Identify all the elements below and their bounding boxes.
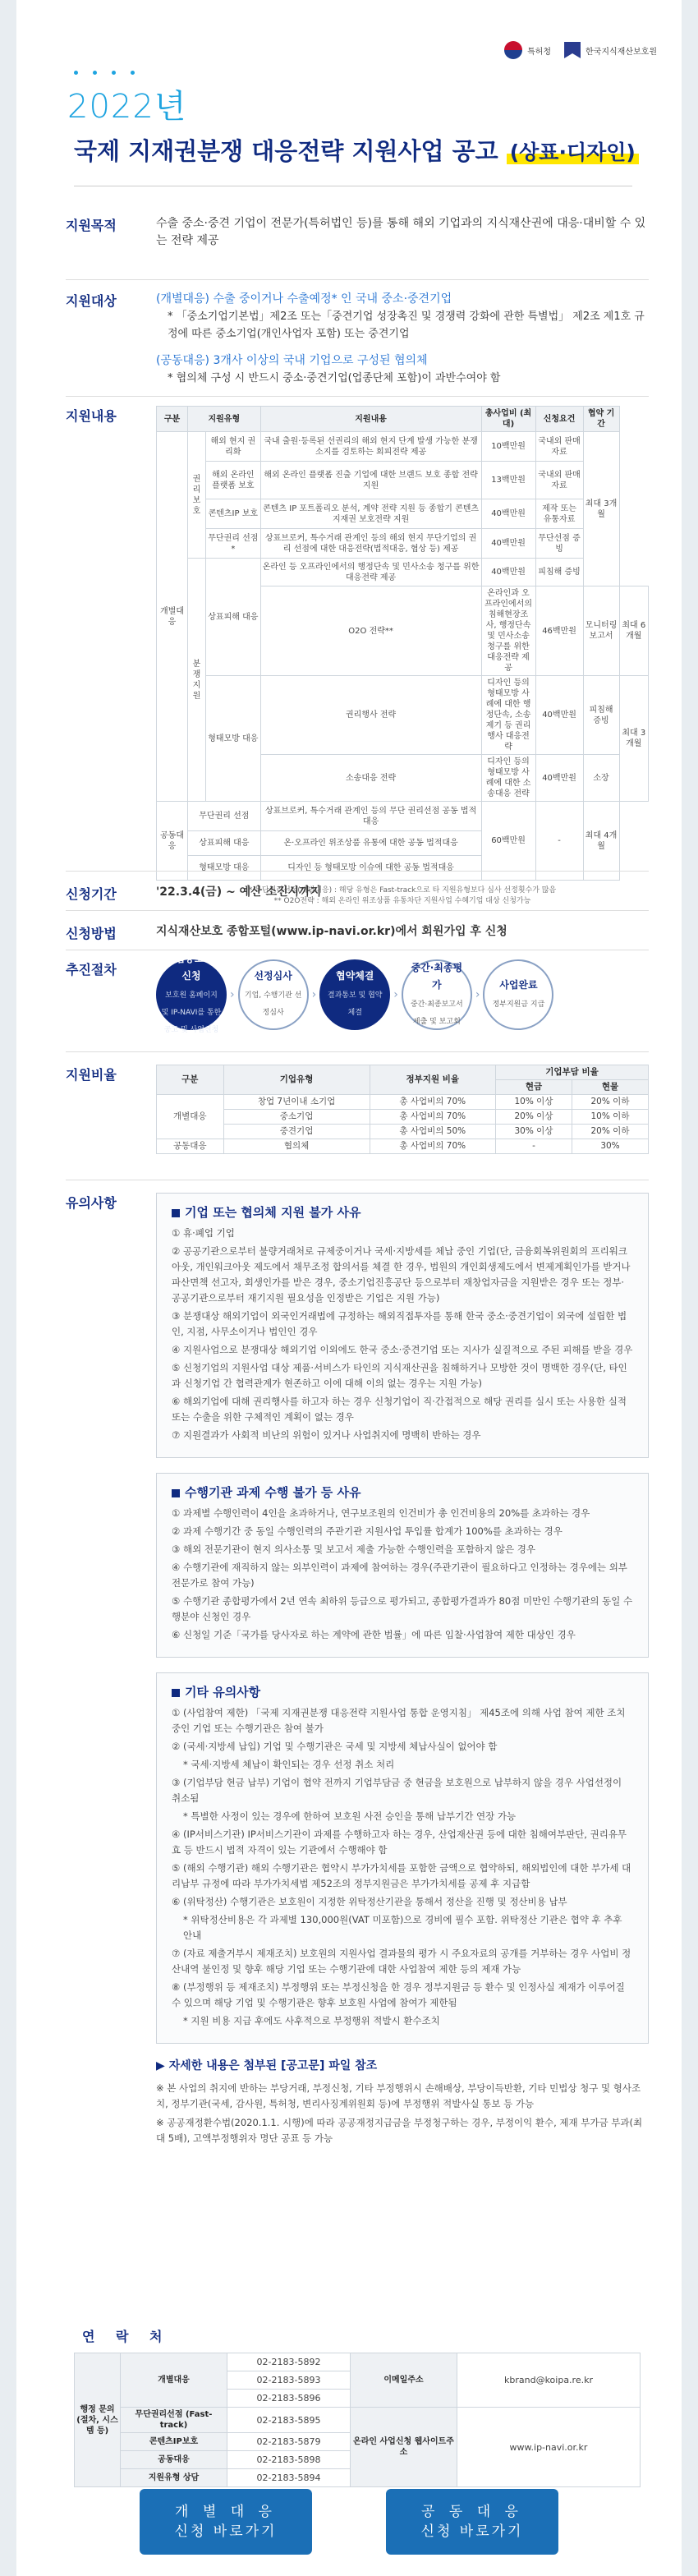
col-header: 기업유형 <box>223 1065 370 1095</box>
target-individual-note: * 「중소기업기본법」제2조 또는「중견기업 성장촉진 및 경쟁력 강화에 관한 특별법」 제2조 제1호 규정에 따른 중소기업(개인사업자 포함) 또는 중견기업 <box>168 310 645 340</box>
table-cell: 상표피해 대응 <box>188 831 261 856</box>
reference-title: ▶ 자세한 내용은 첨부된 [공고문] 파일 참조 <box>156 2059 378 2072</box>
box-title: 기업 또는 협의체 지원 불가 사유 <box>185 1205 361 1220</box>
button-line: 신청 바로가기 <box>174 2523 278 2540</box>
list-item: ① 휴·폐업 기업 <box>172 1227 235 1239</box>
phone-number: 02-2183-5879 <box>227 2433 351 2451</box>
table-cell: 20% 이상 <box>495 1110 572 1125</box>
period-text: '22.3.4(금) ~ 예산 소진시까지 <box>156 886 322 899</box>
kipo-name: 특허청 <box>527 47 552 57</box>
reference-item: ※ 본 사업의 취지에 반하는 부당거래, 부정신청, 기타 부정행위시 손해배상, 부당이득반환, 기타 민법상 청구 및 형사조치, 정부기관(국세, 감사원, 특허청, 변리사징계위원회 등)에 부정행위 적발사실 통보 등 가능 <box>156 2082 641 2109</box>
col-header: 지원내용 <box>260 407 481 432</box>
table-cell: 무단선점 증빙 <box>535 529 583 559</box>
table-cell: 20% 이하 <box>572 1095 648 1110</box>
col-header: 구분 <box>157 407 188 432</box>
email-value[interactable]: kbrand@koipa.re.kr <box>457 2353 641 2408</box>
table-cell: - <box>495 1139 572 1154</box>
col-header: 현금 <box>495 1080 572 1095</box>
col-header: 총사업비 (최대) <box>481 407 535 432</box>
table-cell: 디자인 등 형태모방 이슈에 대한 공동 법적대응 <box>260 856 481 881</box>
table-cell: 상표피해 대응 <box>206 559 261 676</box>
step-desc: 결과통보 및 협약 체결 <box>327 991 383 1017</box>
table-cell: 모니터링 보고서 <box>583 586 619 676</box>
table-cell: 형태모방 대응 <box>188 856 261 881</box>
step-desc: 보호원 홈페이지 및 IP-NAVI를 통한 공고 및 사업신청 <box>161 991 222 1034</box>
table-cell: 무단권리 선점* <box>206 529 261 559</box>
koipa-logo <box>564 42 657 58</box>
step-desc: 기업, 수행기관 선정심사 <box>244 991 302 1017</box>
list-item: ⑤ 수행기관 종합평가에서 2년 연속 최하위 등급으로 평가되고, 종합평가결과가 80점 미만인 수행기관의 동일 수행분야 신청인 경우 <box>172 1595 633 1622</box>
table-cell: 개별대응 <box>157 432 188 802</box>
list-item: ⑤ 신청기업의 지원사업 대상 제품·서비스가 타인의 지식재산권을 침해하거나 모방한 것이 명백한 경우(단, 타인과 신청기업 간 협력관계가 현존하고 이에 대해 이의 없는 경우는 지원 가능) <box>172 1362 627 1389</box>
process-step <box>483 959 553 1030</box>
table-cell: 10백만원 <box>481 432 535 462</box>
target-individual: (개별대응) 수출 중이거나 수출예정* 인 국내 중소·중견기업 <box>156 292 452 306</box>
notice-content <box>156 1193 649 2146</box>
col-header: 구분 <box>157 1065 224 1095</box>
content-footnote-2: ** O2O전략 : 해외 온라인 위조상품 유통차단 지원사업 수혜기업 대상 신청가능 <box>273 897 531 905</box>
divider <box>66 396 649 397</box>
table-cell: 13백만원 <box>481 462 535 499</box>
table-cell: 10% 이하 <box>572 1110 648 1125</box>
list-item: ④ 수행기관에 재직하지 않는 외부인력이 과제에 참여하는 경우(주관기관이 필요하다고 인정하는 경우에는 외부전문가로 참여 가능) <box>172 1562 627 1589</box>
step-desc: 정부지원금 지급 <box>492 1000 545 1009</box>
list-item: * 위탁정산비용은 각 과제별 130,000원(VAT 미포함)으로 경비에 필수 포함. 위탁정산 기관은 협약 후 추후 안내 <box>183 1914 622 1941</box>
table-cell: 피침해 증빙 <box>583 676 619 755</box>
divider <box>66 871 649 872</box>
table-cell: 협의체 <box>223 1139 370 1154</box>
contact-group: 지원유형 상담 <box>121 2469 227 2487</box>
purpose-label: 지원목적 <box>66 218 117 233</box>
step-title: 선정심사 <box>254 970 292 982</box>
table-cell: 총 사업비의 70% <box>370 1095 495 1110</box>
phone-number: 02-2183-5895 <box>227 2408 351 2433</box>
contacts-side-label: 행정 문의 (절차, 시스템 등) <box>75 2353 121 2487</box>
content-footnote-1: * 무단권리선점(개별대응) : 해당 유형은 Fast-track으로 타 지원유형보다 심사 선정횟수가 많음 <box>248 886 557 895</box>
table-cell: 소송대응 전략 <box>260 755 481 802</box>
table-cell: 권리행사 전략 <box>260 676 481 755</box>
table-cell: 상표브로커, 특수거래 관계인 등의 무단 권리선점 공동 법적대응 <box>260 802 481 831</box>
page-title <box>74 133 639 167</box>
table-cell: 공동대응 <box>157 802 188 881</box>
table-cell: 중소기업 <box>223 1110 370 1125</box>
list-item: ⑤ (해외 수행기관) 해외 수행기관은 협약시 부가가치세를 포함한 금액으로 협약하되, 해외법인에 대한 부가세 대리납부 규정에 따라 부가가치세법 제52조의 정부지원금은 부가가치세를 공제 후 지급함 <box>172 1862 631 1889</box>
table-cell: 공동대응 <box>157 1139 224 1154</box>
ratio-table <box>156 1065 649 1154</box>
method-label: 신청방법 <box>66 926 117 941</box>
bullet-square-icon <box>172 1689 180 1697</box>
col-header: 정부지원 비율 <box>370 1065 495 1095</box>
ratio-label: 지원비율 <box>66 1067 117 1083</box>
reference-note <box>156 2058 649 2146</box>
decor-dots <box>74 71 135 75</box>
contacts-section <box>74 2353 641 2487</box>
list-item: ② 공공기관으로부터 불량거래처로 규제중이거나 국세·지방세를 체납 중인 기업(단, 금융회복위원회의 프리워크아웃, 개인워크아웃 제도에서 채무조정 합의서를 체결 한 경우, 법원의 개인회생제도에서 변제계획인가를 받거나 파산면책 선고자, 회생인가를 받은 경우, 중소기업진흥공단 등으로부터 재창업자금을 지원받은 경우 또는 정부·공공기관으로부터 재기지원 필요성을 인정받은 기업은 지원 가능) <box>172 1245 631 1304</box>
arrow-right-icon: › <box>393 987 398 1001</box>
agency-logos <box>504 41 657 59</box>
list-item: * 국세·지방세 체납이 확인되는 경우 선정 취소 처리 <box>183 1759 395 1770</box>
table-cell: 해외 온라인 플랫폼 보호 <box>206 462 261 499</box>
process-step <box>156 953 227 1034</box>
step-title: 중간·최종평가 <box>411 961 463 991</box>
title-badge: (상표·디자인) <box>507 140 639 164</box>
contact-group: 공동대응 <box>121 2451 227 2469</box>
web-label: 온라인 사업신청 웹사이트주소 <box>351 2408 457 2487</box>
support-content-table <box>156 406 649 881</box>
table-cell: 온라인과 오프라인에서의 침해현장조사, 행정단속 및 민사소송 청구를 위한 대응전략 제공 <box>481 586 535 676</box>
process-step <box>238 959 309 1030</box>
table-cell: 최대 6개월 <box>619 586 648 676</box>
col-header: 협약 기간 <box>583 407 619 432</box>
other-notes-box <box>156 1672 649 2044</box>
table-cell: 20% 이하 <box>572 1125 648 1139</box>
table-cell: 총 사업비의 70% <box>370 1139 495 1154</box>
table-cell: 30% <box>572 1139 648 1154</box>
table-cell: 디자인 등의 형태모방 사례에 대한 행정단속, 소송 제기 등 권리행사 대응전략 <box>481 676 535 755</box>
divider <box>66 279 649 280</box>
process-step <box>402 959 472 1030</box>
table-cell: 중견기업 <box>223 1125 370 1139</box>
content-label: 지원내용 <box>66 408 117 424</box>
phone-number: 02-2183-5892 <box>227 2353 351 2371</box>
content-table-wrap <box>156 406 649 907</box>
table-cell: 창업 7년이내 소기업 <box>223 1095 370 1110</box>
col-header: 신청요건 <box>535 407 583 432</box>
list-item: ② (국세·지방세 납입) 기업 및 수행기관은 국세 및 지방세 체납사실이 없어야 함 <box>172 1741 498 1752</box>
list-item: ③ 해외 전문기관이 현지 의사소통 및 보고서 제출 가능한 수행인력을 포함하지 않은 경우 <box>172 1543 535 1555</box>
table-cell: 60백만원 <box>481 802 535 881</box>
target-joint: (공동대응) 3개사 이상의 국내 기업으로 구성된 협의체 <box>156 354 428 367</box>
list-item: ⑥ 신청일 기준「국가를 당사자로 하는 계약에 관한 법률」에 따른 입찰·사업참여 제한 대상인 경우 <box>172 1629 576 1640</box>
contacts-title: 연 락 처 <box>82 2329 171 2344</box>
list-item: ④ 지원사업으로 분쟁대상 해외기업 이외에도 한국 중소·중견기업 또는 지사가 실질적으로 주된 피해를 받을 경우 <box>172 1344 633 1355</box>
list-item: ② 과제 수행기간 중 동일 수행인력의 주관기관 지원사업 투입률 합계가 100%를 초과하는 경우 <box>172 1525 563 1537</box>
list-item: ① (사업참여 제한) 「국제 지재권분쟁 대응전략 지원사업 통합 운영지침」 제45조에 의해 사업 참여 제한 조치중인 기업 또는 수행기관은 참여 불가 <box>172 1707 626 1734</box>
box-title: 수행기관 과제 수행 불가 등 사유 <box>185 1485 361 1500</box>
table-cell: 30% 이상 <box>495 1125 572 1139</box>
ratio-table-wrap <box>156 1065 649 1154</box>
table-cell: 해외 온라인 플랫폼 진출 기업에 대한 브랜드 보호 종합 전략 지원 <box>260 462 481 499</box>
table-cell: 상표브로커, 특수거래 관계인 등의 해외 현지 무단기업의 권리 선점에 대한 대응전략(법적대응, 협상 등) 제공 <box>260 529 481 559</box>
bullet-square-icon <box>172 1209 180 1217</box>
col-header: 지원유형 <box>188 407 261 432</box>
button-line: 신청 바로가기 <box>420 2523 524 2540</box>
web-link[interactable]: www.ip-navi.or.kr <box>457 2408 641 2487</box>
step-title: 협약체결 <box>336 970 374 982</box>
list-item: * 특별한 사정이 있는 경우에 한하여 보호원 사전 승인을 통해 납부기간 연장 가능 <box>183 1810 517 1822</box>
table-cell: 최대 4개월 <box>583 802 619 881</box>
table-cell: O2O 전략** <box>260 586 481 676</box>
koipa-name: 한국지식재산보호원 <box>585 47 657 57</box>
process-flow <box>156 953 649 1034</box>
table-cell: 국내외 판매자료 <box>535 432 583 462</box>
email-label: 이메일주소 <box>351 2353 457 2408</box>
individual-apply-button[interactable] <box>140 2489 312 2555</box>
phone-number: 02-2183-5894 <box>227 2469 351 2487</box>
button-line: 개 별 대 응 <box>175 2504 277 2520</box>
list-item: ③ (기업부담 현금 납부) 기업이 협약 전까지 기업부담금 중 현금을 보호원으로 납부하지 않을 경우 사업선정이 취소됨 <box>172 1777 622 1804</box>
process-step <box>319 959 390 1030</box>
target-joint-note: * 협의체 구성 시 반드시 중소·중견기업(업종단체 포함)이 과반수여야 함 <box>168 372 501 384</box>
phone-number: 02-2183-5898 <box>227 2451 351 2469</box>
divider <box>66 1051 649 1052</box>
table-cell: 총 사업비의 70% <box>370 1110 495 1125</box>
announcement-page <box>16 0 682 2576</box>
table-cell: 40백만원 <box>535 676 583 755</box>
table-cell: 총 사업비의 50% <box>370 1125 495 1139</box>
table-cell: 온·오프라인 위조상품 유통에 대한 공동 법적대응 <box>260 831 481 856</box>
arrow-right-icon: › <box>230 987 235 1001</box>
table-cell: - <box>535 802 583 881</box>
target-content <box>156 291 649 387</box>
list-item: ⑥ 해외기업에 대해 권리행사를 하고자 하는 경우 신청기업이 직·간접적으로 해당 권리를 실시 또는 사용한 실적 또는 수출을 위한 구체적인 계획이 없는 경우 <box>172 1396 627 1423</box>
kipo-emblem-icon <box>504 41 522 59</box>
purpose-text: 수출 중소·중견 기업이 전문가(특허법인 등)를 통해 해외 기업과의 지식재산권에 대응·대비할 수 있는 전략 제공 <box>156 217 646 247</box>
koipa-emblem-icon <box>564 42 581 58</box>
list-item: ① 과제별 수행인력이 4인을 초과하거나, 연구보조원의 인건비가 총 인건비용의 20%를 초과하는 경우 <box>172 1507 590 1519</box>
step-title: 사업완료 <box>499 978 538 991</box>
divider <box>66 910 649 911</box>
table-cell: 피침해 증빙 <box>535 559 583 586</box>
table-cell: 최대 3개월 <box>619 676 648 802</box>
period-label: 신청기간 <box>66 886 117 902</box>
table-cell: 콘텐츠 IP 포트폴리오 분석, 계약 전략 지원 등 종합기 콘텐츠 지재권 보호전략 지원 <box>260 499 481 529</box>
target-label: 지원대상 <box>66 293 117 309</box>
table-cell: 최대 3개월 <box>583 432 619 586</box>
table-cell: 40백만원 <box>481 529 535 559</box>
ineligible-agency-box <box>156 1473 649 1658</box>
table-cell: 46백만원 <box>535 586 583 676</box>
table-cell: 개별대응 <box>157 1095 224 1139</box>
method-text: 지식재산보호 종합포털(www.ip-navi.or.kr)에서 회원가입 후 신청 <box>156 925 507 938</box>
col-header: 기업부담 비율 <box>495 1065 648 1080</box>
year-heading: 2022년 <box>67 88 187 126</box>
box-title: 기타 유의사항 <box>185 1685 261 1700</box>
contact-group: 콘텐츠IP보호 <box>121 2433 227 2451</box>
list-item: ④ (IP서비스기관) IP서비스기관이 과제를 수행하고자 하는 경우, 산업재산권 등에 대한 침해여부판단, 권리유무효 등 반드시 법적 자격이 있는 기관에서 수행해야 함 <box>172 1828 627 1856</box>
table-cell: 10% 이상 <box>495 1095 572 1110</box>
phone-number: 02-2183-5893 <box>227 2371 351 2390</box>
table-cell: 40백만원 <box>481 499 535 529</box>
table-cell: 소장 <box>583 755 619 802</box>
table-cell: 국내외 판매자료 <box>535 462 583 499</box>
table-cell: 분쟁지원 <box>188 559 206 802</box>
table-cell: 콘텐츠IP 보호 <box>206 499 261 529</box>
contacts-table <box>74 2353 641 2487</box>
table-cell: 권리보호 <box>188 432 206 559</box>
title-main: 국제 지재권분쟁 대응전략 지원사업 공고 <box>74 137 498 165</box>
step-title: 사업공고 및 신청 <box>165 953 218 982</box>
arrow-right-icon: › <box>311 987 317 1001</box>
list-item: * 지원 비용 지급 후에도 사후적으로 부정행위 적발시 환수조치 <box>183 2015 440 2026</box>
col-header: 현물 <box>572 1080 648 1095</box>
ineligible-company-box <box>156 1193 649 1458</box>
process-label: 추진절차 <box>66 962 117 978</box>
phone-number: 02-2183-5896 <box>227 2390 351 2408</box>
list-item: ⑦ 지원결과가 사회적 비난의 위험이 있거나 사업취지에 명백히 반하는 경우 <box>172 1429 481 1441</box>
button-line: 공 동 대 응 <box>421 2504 523 2520</box>
list-item: ③ 분쟁대상 해외기업이 외국인거래법에 규정하는 해외직접투자를 통해 한국 중소·중견기업이 외국에 설립한 법인, 지점, 사무소이거나 법인인 경우 <box>172 1310 627 1337</box>
bullet-square-icon <box>172 1489 180 1497</box>
kipo-logo <box>504 41 551 59</box>
table-cell: 해외 현지 권리화 <box>206 432 261 462</box>
list-item: ⑥ (위탁정산) 수행기관은 보호원이 지정한 위탁정산기관을 통해서 정산을 진행 및 정산비용 납부 <box>172 1896 567 1907</box>
table-cell: 40백만원 <box>481 559 535 586</box>
list-item: ⑦ (자료 제출거부시 제재조치) 보호원의 지원사업 결과물의 평가 시 주요자료의 공개를 거부하는 경우 사업비 정산내역 불인정 및 향후 해당 기업 또는 수행기관에 대한 사업참여 제한 등의 제재 가능 <box>172 1948 631 1975</box>
table-cell: 무단권리 선점 <box>188 802 261 831</box>
contact-group: 무단권리선점 (Fast-track) <box>121 2408 227 2433</box>
table-cell: 디자인 등의 형태모방 사례에 대한 소송대응 전략 <box>481 755 535 802</box>
step-desc: 중간·최종보고서 제출 및 보고회 <box>410 1000 463 1026</box>
arrow-right-icon: › <box>475 987 480 1001</box>
reference-item: ※ 공공재정환수법(2020.1.1. 시행)에 따라 공공재정지급금을 부정청구하는 경우, 부정이익 환수, 제재 부가금 부과(최대 5배), 고액부정행위자 명단 공표 등 가능 <box>156 2117 643 2144</box>
table-cell: 형태모방 대응 <box>206 676 261 802</box>
notice-label: 유의사항 <box>66 1195 117 1211</box>
table-cell: 온라인 등 오프라인에서의 행정단속 및 민사소송 청구를 위한 대응전략 제공 <box>260 559 481 586</box>
list-item: ⑧ (부정행위 등 제재조치) 부정행위 또는 부정신청을 한 경우 정부지원금 등 환수 및 인정사실 제재가 이루어질 수 있으며 해당 기업 및 수행기관은 향후 보호원 사업에 참여가 제한됨 <box>172 1981 625 2008</box>
table-cell: 40백만원 <box>535 755 583 802</box>
joint-apply-button[interactable] <box>386 2489 558 2555</box>
table-cell: 제작 또는 유통자료 <box>535 499 583 529</box>
contact-group: 개별대응 <box>121 2353 227 2408</box>
table-cell: 국내 출원·등록된 선권리의 해외 현지 단계 발생 가능한 분쟁소지를 검토하는 회피전략 제공 <box>260 432 481 462</box>
